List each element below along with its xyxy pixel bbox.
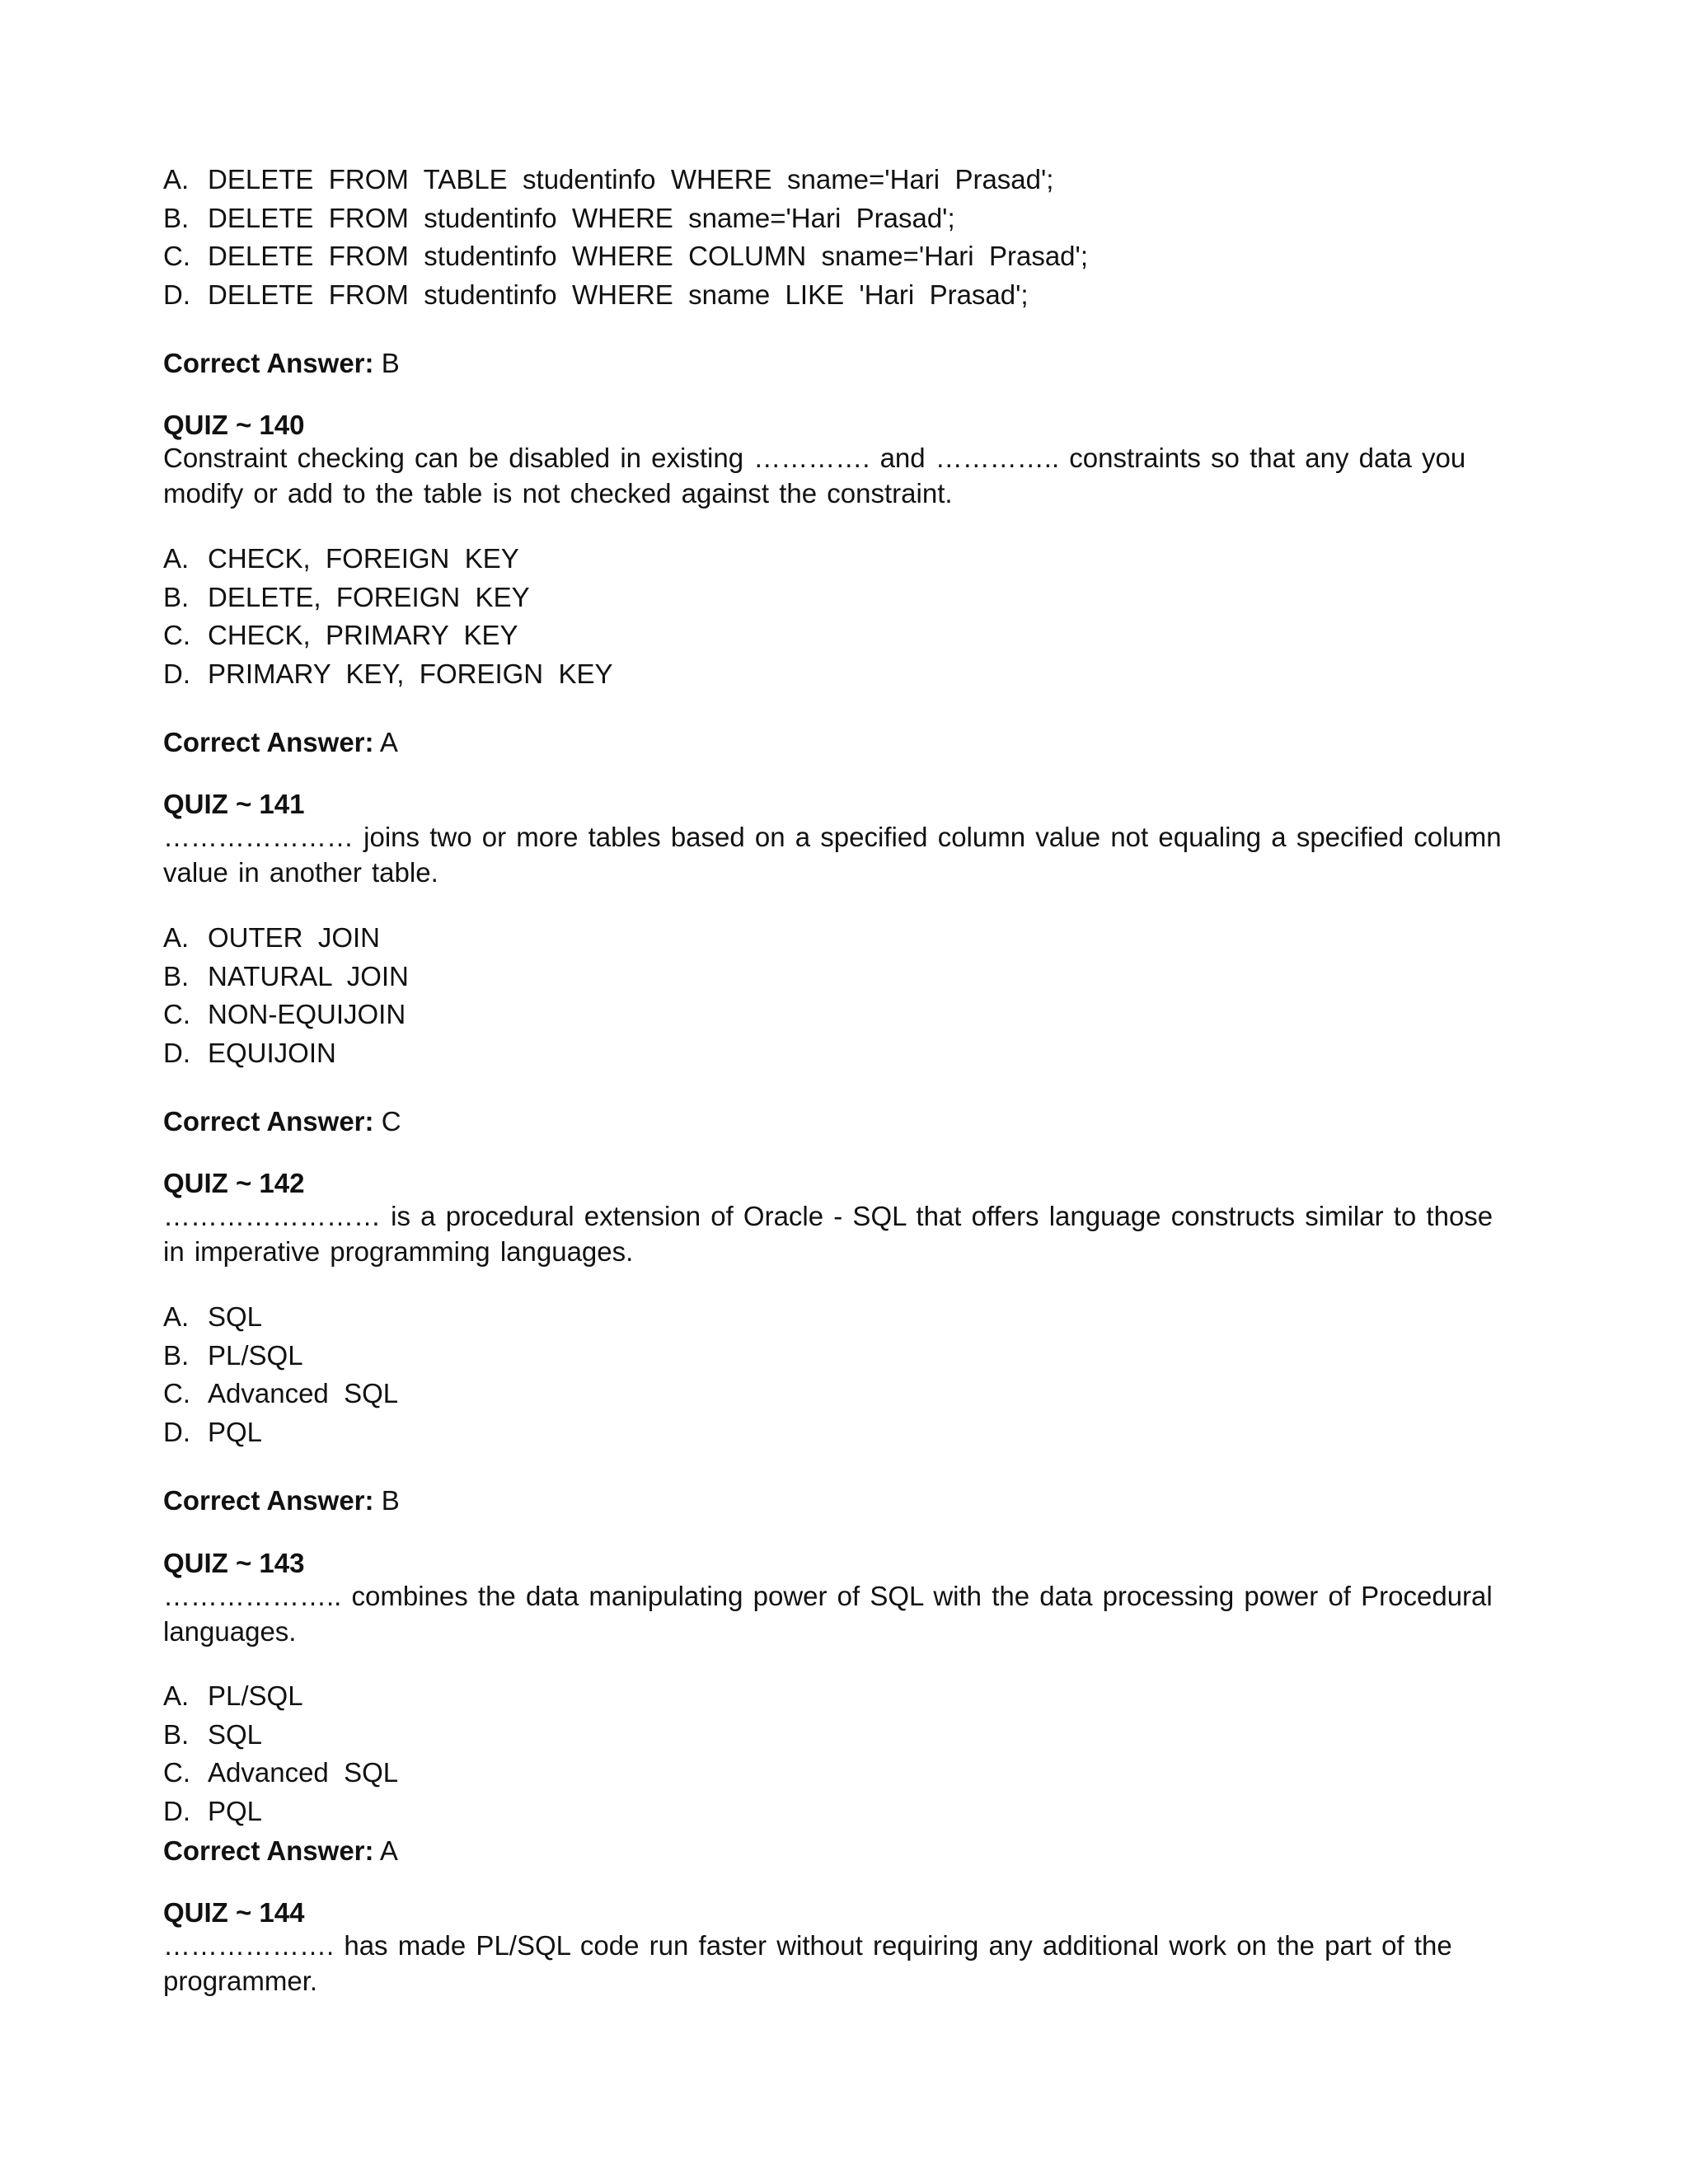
option-letter: A. — [163, 543, 190, 574]
option-text: NON-EQUIJOIN — [208, 999, 406, 1029]
option-a — [163, 1299, 262, 1335]
option-text: PQL — [208, 1796, 263, 1826]
correct-answer — [163, 724, 398, 761]
answer-label: Correct Answer: — [163, 1106, 374, 1137]
option-letter: B. — [163, 1340, 190, 1371]
answer-label: Correct Answer: — [163, 1485, 374, 1516]
option-text: DELETE FROM studentinfo WHERE sname='Hari Prasad'; — [208, 203, 955, 233]
option-c — [163, 1755, 398, 1791]
quiz-title: QUIZ ~ 144 — [163, 1897, 305, 1928]
quiz-question: Constraint checking can be disabled in existing …………. and ………….. constraints so that any data you modify or add to the table is not checked against the constraint. — [163, 443, 1466, 509]
option-text: SQL — [208, 1719, 263, 1750]
option-b — [163, 579, 530, 616]
option-text: NATURAL JOIN — [208, 961, 409, 991]
quiz-question: ……………….. combines the data manipulating power of SQL with the data processing power of Procedural languages. — [163, 1581, 1493, 1647]
option-letter: D. — [163, 1796, 190, 1826]
option-letter: C. — [163, 1757, 190, 1788]
option-b — [163, 200, 955, 237]
option-text: PRIMARY KEY, FOREIGN KEY — [208, 658, 613, 689]
option-letter: D. — [163, 658, 190, 689]
option-c — [163, 617, 518, 654]
answer-label: Correct Answer: — [163, 348, 374, 378]
answer-label: Correct Answer: — [163, 1835, 374, 1866]
answer-value: B — [381, 348, 400, 378]
option-text: PQL — [208, 1417, 263, 1447]
option-d — [163, 656, 613, 692]
quiz-title: QUIZ ~ 140 — [163, 410, 305, 440]
quiz-title: QUIZ ~ 142 — [163, 1168, 305, 1198]
quiz-question: ………………. has made PL/SQL code run faster without requiring any additional work on the part of the programmer. — [163, 1930, 1452, 1996]
option-b — [163, 1717, 262, 1753]
option-text: CHECK, PRIMARY KEY — [208, 620, 518, 650]
option-letter: B. — [163, 582, 190, 612]
option-a — [163, 920, 380, 956]
option-letter: C. — [163, 241, 190, 271]
option-text: SQL — [208, 1301, 263, 1332]
option-c — [163, 1376, 398, 1412]
option-c — [163, 996, 406, 1033]
option-letter: A. — [163, 164, 190, 194]
correct-answer — [163, 345, 400, 382]
option-text: PL/SQL — [208, 1680, 303, 1711]
answer-value: C — [381, 1106, 401, 1137]
answer-label: Correct Answer: — [163, 727, 374, 757]
option-text: Advanced SQL — [208, 1757, 399, 1788]
option-letter: D. — [163, 1417, 190, 1447]
option-text: DELETE FROM studentinfo WHERE sname LIKE 'Hari Prasad'; — [208, 279, 1029, 310]
option-letter: C. — [163, 620, 190, 650]
option-d — [163, 1035, 336, 1071]
correct-answer — [163, 1483, 400, 1519]
option-text: DELETE FROM TABLE studentinfo WHERE sname='Hari Prasad'; — [208, 164, 1054, 194]
option-a — [163, 162, 1053, 198]
option-b — [163, 1338, 303, 1374]
option-letter: A. — [163, 1301, 190, 1332]
option-letter: B. — [163, 203, 190, 233]
option-d — [163, 277, 1029, 313]
option-letter: D. — [163, 279, 190, 310]
option-text: PL/SQL — [208, 1340, 303, 1371]
option-text: Advanced SQL — [208, 1378, 399, 1408]
quiz-question: …………………… is a procedural extension of Oracle - SQL that offers language constructs similar to those in imperative programming languages. — [163, 1201, 1493, 1267]
option-letter: A. — [163, 1680, 190, 1711]
option-a — [163, 1678, 303, 1714]
answer-value: B — [381, 1485, 400, 1516]
option-letter: B. — [163, 1719, 190, 1750]
option-text: OUTER JOIN — [208, 922, 381, 953]
correct-answer — [163, 1833, 398, 1869]
option-text: EQUIJOIN — [208, 1038, 336, 1068]
option-text: DELETE FROM studentinfo WHERE COLUMN sname='Hari Prasad'; — [208, 241, 1088, 271]
quiz-question: ………………… joins two or more tables based on a specified column value not equaling a specified column value in another table. — [163, 822, 1502, 888]
option-d — [163, 1414, 262, 1451]
answer-value: A — [379, 727, 398, 757]
option-letter: D. — [163, 1038, 190, 1068]
option-c — [163, 238, 1088, 274]
quiz-title: QUIZ ~ 143 — [163, 1548, 305, 1578]
quiz-title: QUIZ ~ 141 — [163, 789, 305, 819]
option-d — [163, 1793, 262, 1830]
correct-answer — [163, 1104, 401, 1140]
option-letter: C. — [163, 1378, 190, 1408]
option-a — [163, 541, 519, 577]
answer-value: A — [379, 1835, 398, 1866]
option-letter: C. — [163, 999, 190, 1029]
option-b — [163, 958, 409, 995]
option-text: DELETE, FOREIGN KEY — [208, 582, 530, 612]
option-letter: A. — [163, 922, 190, 953]
option-letter: B. — [163, 961, 190, 991]
option-text: CHECK, FOREIGN KEY — [208, 543, 519, 574]
